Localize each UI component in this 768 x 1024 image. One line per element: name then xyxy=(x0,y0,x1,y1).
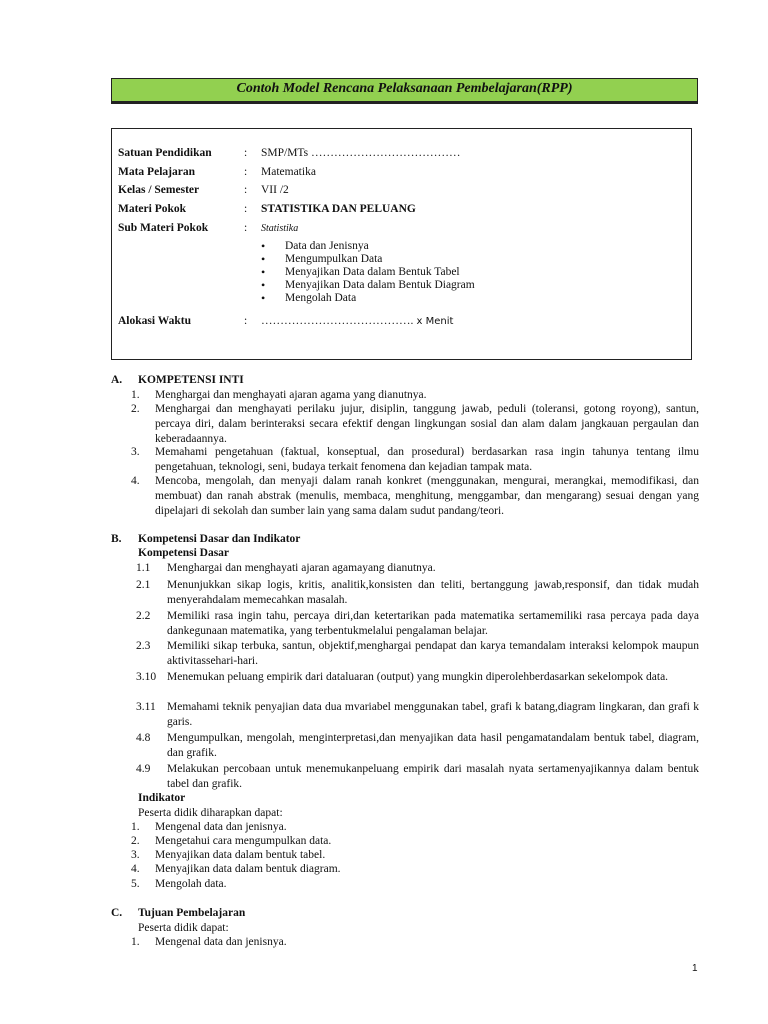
item-text: Memahami pengetahuan (faktual, konseptual, dan prosedural) berdasarkan rasa ingin tahunya tentang ilmu pengetahuan, teknologi, seni, budaya terkait fenomena dan kejadian tampak mata. xyxy=(155,446,699,473)
info-colon: : xyxy=(244,315,248,327)
item-text: Menghargai dan menghayati ajaran agama yang dianutnya. xyxy=(155,389,427,401)
item-number: 2.1 xyxy=(136,579,151,591)
info-colon: : xyxy=(244,166,248,178)
info-label: Sub Materi Pokok xyxy=(118,222,209,234)
section-letter: C. xyxy=(111,907,123,919)
item-text: Mengetahui cara mengumpulkan data. xyxy=(155,835,332,847)
list-item: • Menyajikan Data dalam Bentuk Tabel xyxy=(261,266,475,279)
list-item: • Data dan Jenisnya xyxy=(261,240,475,253)
item-text: Menghargai dan menghayati ajaran agamayang dianutnya. xyxy=(167,562,436,574)
item-number: 1. xyxy=(131,389,140,401)
item-number: 4. xyxy=(131,863,140,875)
item-text: Memahami teknik penyajian data dua mvariabel menggunakan tabel, grafi k batang,diagram lingkaran, dan grafi k garis. xyxy=(167,701,699,728)
item-text: Menghargai dan menghayati perilaku jujur, disiplin, tanggung jawab, peduli (toleransi, gotong royong), santun, percaya diri, dalam berinteraksi secara efektif dengan lingkungan sosial dan alam dalam jangkauan pergaulan dan keberadaannya. xyxy=(155,403,699,445)
item-text: Menemukan peluang empirik dari dataluaran (output) yang mungkin diperolehberdasarkan sekelompok data. xyxy=(167,671,669,683)
alokasi-dots: …………………………………. xyxy=(261,315,414,327)
section-letter: A. xyxy=(111,374,123,386)
list-item: • Mengolah Data xyxy=(261,292,475,305)
list-item: • Mengumpulkan Data xyxy=(261,253,475,266)
item-text: Mengenal data dan jenisnya. xyxy=(155,936,287,948)
item-text: Menyajikan data dalam bentuk diagram. xyxy=(155,863,341,875)
item-text: Memiliki rasa ingin tahu, percaya diri,dan ketertarikan pada matematika sertamemiliki rasa percaya pada daya dankegunaan matematika, yang terbentukmelalui pengalaman belajar. xyxy=(167,610,699,637)
info-label: Mata Pelajaran xyxy=(118,166,195,178)
section-title: Kompetensi Dasar dan Indikator xyxy=(138,533,301,545)
info-label: Satuan Pendidikan xyxy=(118,147,212,159)
info-value: STATISTIKA DAN PELUANG xyxy=(261,203,416,215)
info-colon: : xyxy=(244,184,248,196)
item-number: 2. xyxy=(131,403,140,415)
item-text: Mengenal data dan jenisnya. xyxy=(155,821,287,833)
item-number: 3. xyxy=(131,446,140,458)
info-label: Alokasi Waktu xyxy=(118,315,191,327)
item-text: Melakukan percobaan untuk menemukanpeluang empirik dari masalah nyata sertamenyajikannya dalam bentuk tabel dan grafik. xyxy=(167,763,699,790)
info-label: Kelas / Semester xyxy=(118,184,200,196)
item-number: 2.3 xyxy=(136,640,151,652)
item-number: 4.9 xyxy=(136,763,151,775)
tujuan-intro: Peserta didik dapat: xyxy=(138,922,229,934)
sub-materi-list xyxy=(261,240,475,305)
item-number: 1. xyxy=(131,936,140,948)
alokasi-suffix: x Menit xyxy=(413,316,454,327)
item-text: Memiliki sikap terbuka, santun, objektif,menghargai pendapat dan karya temandalam interaksi kelompok maupun aktivitassehari-hari. xyxy=(167,640,699,667)
indikator-intro: Peserta didik diharapkan dapat: xyxy=(138,807,283,819)
item-number: 4. xyxy=(131,475,140,487)
info-value: VII /2 xyxy=(261,184,289,196)
info-value: SMP/MTs ………………………………… xyxy=(261,147,461,159)
info-value: Matematika xyxy=(261,166,316,178)
kompetensi-dasar-heading: Kompetensi Dasar xyxy=(138,547,230,559)
info-colon: : xyxy=(244,203,248,215)
page-number: 1 xyxy=(692,963,698,974)
item-number: 3. xyxy=(131,849,140,861)
item-text: Mengumpulkan, mengolah, menginterpretasi,dan menyajikan data hasil pengamatandalam bentuk tabel, diagram, dan grafik. xyxy=(167,732,699,759)
item-text: Mengolah data. xyxy=(155,878,227,890)
section-title: KOMPETENSI INTI xyxy=(138,374,244,386)
item-text: Menyajikan data dalam bentuk tabel. xyxy=(155,849,326,861)
indikator-heading: Indikator xyxy=(138,792,186,804)
section-letter: B. xyxy=(111,533,122,545)
item-number: 2.2 xyxy=(136,610,151,622)
info-value: Statistika xyxy=(261,223,299,234)
info-colon: : xyxy=(244,147,248,159)
item-number: 2. xyxy=(131,835,140,847)
item-text: Mencoba, mengolah, dan menyaji dalam ranah konkret (menggunakan, mengurai, merangkai, memodifikasi, dan membuat) dan ranah abstrak (menulis, membaca, menghitung, menggambar, dan mengarang) sesuai dengan yang dipelajari di sekolah dan sumber lain yang sama dalam sudut pandang/teori. xyxy=(155,475,699,517)
document-title: Contoh Model Rencana Pelaksanaan Pembelajaran(RPP) xyxy=(111,78,698,104)
section-title: Tujuan Pembelajaran xyxy=(138,907,246,919)
item-number: 1.1 xyxy=(136,562,151,574)
info-colon: : xyxy=(244,222,248,234)
item-number: 4.8 xyxy=(136,732,151,744)
item-text: Menunjukkan sikap logis, kritis, analitik,konsisten dan teliti, bertanggung jawab,responsif, dan tidak mudah menyerahdalam memecahkan masalah. xyxy=(167,579,699,606)
item-number: 1. xyxy=(131,821,140,833)
info-label: Materi Pokok xyxy=(118,203,187,215)
info-value xyxy=(261,314,453,329)
list-item: • Menyajikan Data dalam Bentuk Diagram xyxy=(261,279,475,292)
item-number: 3.11 xyxy=(136,701,156,713)
item-number: 3.10 xyxy=(136,671,157,683)
item-number: 5. xyxy=(131,878,140,890)
